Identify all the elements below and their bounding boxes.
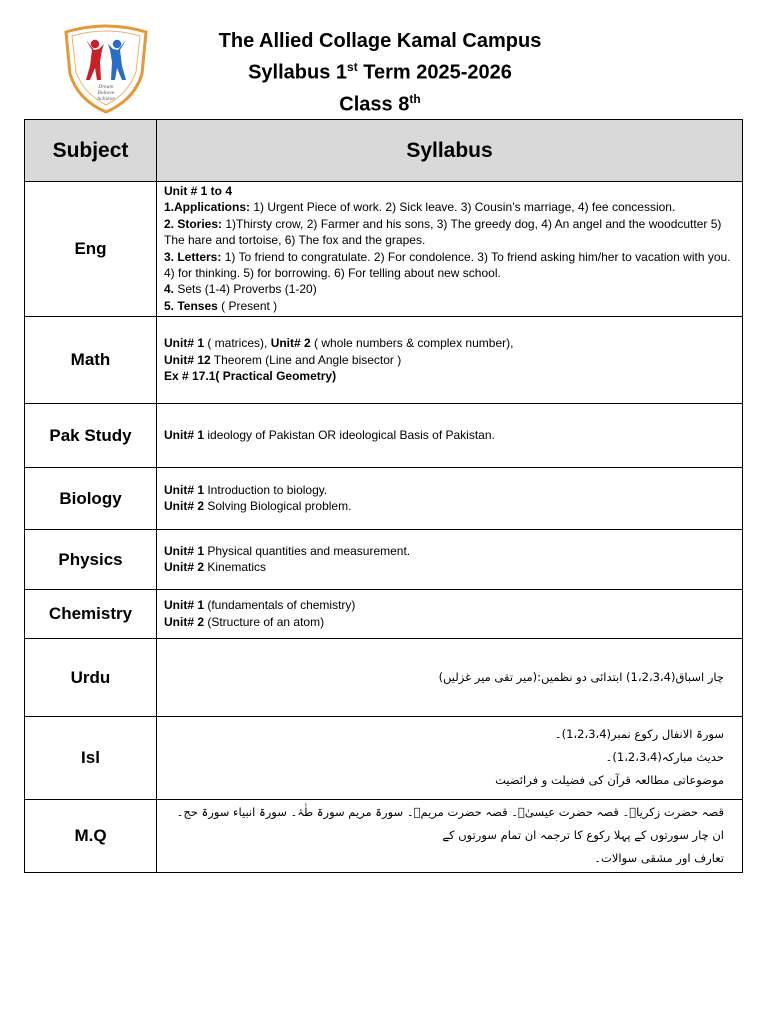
subject-cell: Math (25, 317, 157, 404)
table-row-math (25, 317, 743, 404)
subject-cell: Physics (25, 530, 157, 590)
syllabus-cell: Unit# 1 ideology of Pakistan OR ideological Basis of Pakistan. (157, 404, 743, 468)
syllabus-cell: Unit# 1 Introduction to biology. Unit# 2 Solving Biological problem. (157, 468, 743, 530)
syllabus-cell: Unit# 1 ( matrices), Unit# 2 ( whole numbers & complex number), Unit# 12 Theorem (Line and Angle bisector ) Ex # 17.1( Practical Geometry) (157, 317, 743, 404)
school-name: The Allied Collage Kamal Campus (218, 30, 542, 52)
subject-cell: Eng (25, 182, 157, 317)
subject-cell: Isl (25, 717, 157, 800)
applications-line: 1.Applications: 1) Urgent Piece of work. 2) Sick leave. 3) Cousin’s marriage, 4) fee concession. (164, 200, 676, 215)
table-row-pak-study (25, 404, 743, 468)
table-row-physics (25, 530, 743, 590)
subject-cell: Chemistry (25, 590, 157, 639)
table-row-eng (25, 182, 743, 317)
table-header-row (25, 120, 743, 182)
table-row-mq (25, 800, 743, 873)
subject-cell: M.Q (25, 800, 157, 873)
stories-line: 2. Stories: 1)Thirsty crow, 2) Farmer and his sons, 3) The greedy dog, 4) An angel and the woodcutter 5) The hare and tortoise, 6) The fox and the grapes. (164, 216, 722, 248)
class-title: Class 8th (339, 91, 421, 116)
table-row-urdu (25, 639, 743, 717)
subject-header: Subject (25, 120, 157, 182)
logo-word-3: Achieve (97, 97, 115, 102)
table-row-biology (25, 468, 743, 530)
subject-cell: Pak Study (25, 404, 157, 468)
syllabus-header: Syllabus (157, 120, 743, 182)
syllabus-cell: قصہ حضرت زکریاؑ۔ قصہ حضرت عیسیٰؑ۔ قصہ حضرت مریمؑ۔ سورۃ مریم سورۃ طٰہٰ۔ سورۃ انبیاء سورۃ حج۔ ان چار سورتوں کے پہلا رکوع کا ترجمہ ان تمام سورتوں کے تعارف اور مشقی سوالات۔ (157, 800, 743, 873)
tenses-line: 5. Tenses ( Present ) (164, 298, 278, 313)
subject-cell: Biology (25, 468, 157, 530)
subject-cell: Urdu (25, 639, 157, 717)
sets-line: 4. Sets (1-4) Proverbs (1-20) (164, 282, 317, 297)
unit-range: Unit # 1 to 4 (164, 184, 233, 198)
table-row-chemistry (25, 590, 743, 639)
document-header (150, 28, 610, 117)
exercise-line: Ex # 17.1( Practical Geometry) (164, 368, 337, 383)
term-title: Syllabus 1st Term 2025-2026 (248, 60, 512, 84)
school-logo (62, 22, 150, 114)
table-row-isl (25, 717, 743, 800)
letters-line: 3. Letters: 1) To friend to congratulate. 2) For condolence. 3) To friend asking him/her to vacation with you. 4) for thinking. 5) for borrowing. 6) For telling about new school. (164, 249, 731, 281)
syllabus-cell: چار اسباق(1،2،3،4) ابتدائی دو نظمیں:(میر تقی میر غزلیں) (157, 639, 743, 717)
syllabus-cell: Unit# 1 (fundamentals of chemistry) Unit# 2 (Structure of an atom) (157, 590, 743, 639)
syllabus-table (24, 119, 743, 873)
logo-word-1: Dream (98, 85, 114, 90)
logo-word-2: Believe (97, 91, 115, 96)
syllabus-cell (157, 182, 743, 317)
syllabus-cell: Unit# 1 Physical quantities and measurement. Unit# 2 Kinematics (157, 530, 743, 590)
syllabus-cell: سورۃ الانفال رکوع نمبر(1،2،3،4)۔ حدیث مبارکہ(1،2،3،4)۔ موضوعاتی مطالعہ قرآن کی فضیلت و فرائضیت (157, 717, 743, 800)
